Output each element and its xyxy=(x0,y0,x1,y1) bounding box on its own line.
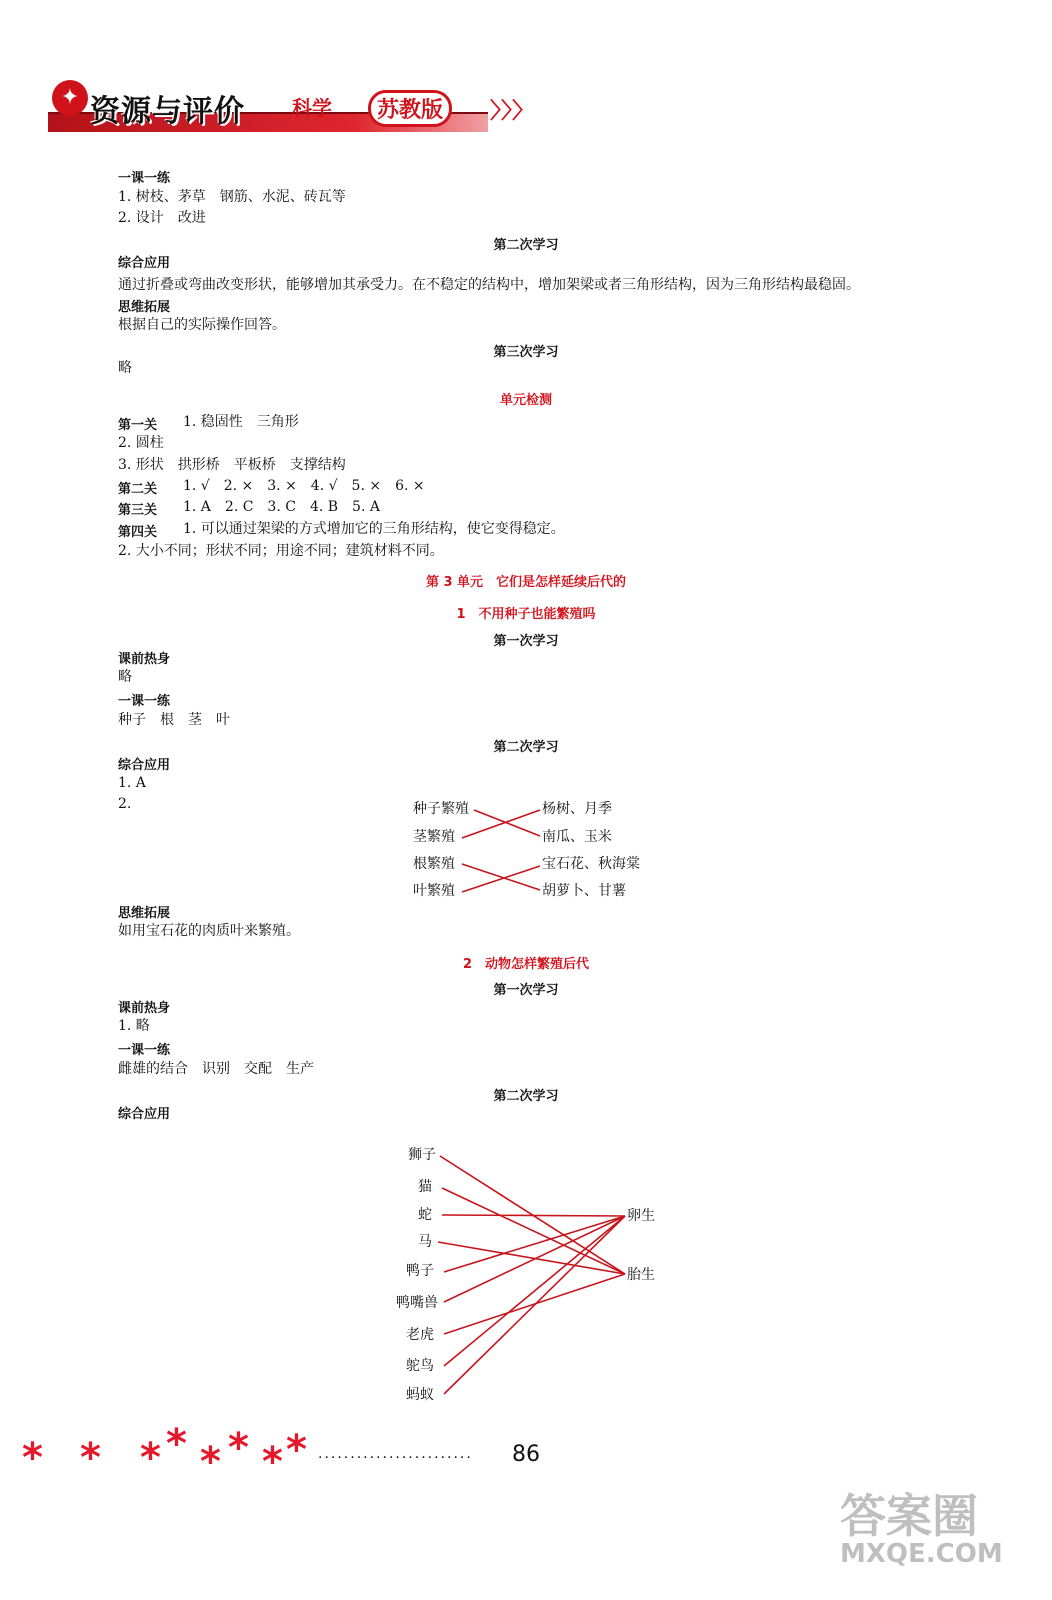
match2-left-item: 鸵鸟 xyxy=(406,1358,434,1374)
match2-left-item: 鸭嘴兽 xyxy=(396,1295,438,1311)
star-icon: * xyxy=(140,1435,161,1481)
match2-left-item: 马 xyxy=(418,1234,432,1250)
star-icon: * xyxy=(262,1439,283,1485)
subheading-first-study: 第一次学习 xyxy=(493,634,559,649)
match2-left-item: 鸭子 xyxy=(406,1263,434,1279)
star-icon: * xyxy=(228,1425,249,1471)
subheading-third-study: 第三次学习 xyxy=(493,345,559,360)
level-label: 第四关 xyxy=(118,525,158,540)
match2-left-item: 蛇 xyxy=(418,1207,432,1223)
answer-line: 2. 大小不同；形状不同；用途不同；建筑材料不同。 xyxy=(118,543,444,559)
unit3-title: 第 3 单元 它们是怎样延续后代的 xyxy=(425,575,627,590)
answer-line: 1. 略 xyxy=(118,1018,150,1034)
lesson1-title: 1 不用种子也能繁殖吗 xyxy=(456,607,596,622)
match-line xyxy=(462,810,540,838)
answer-line: 略 xyxy=(118,669,132,685)
match2-right-item: 胎生 xyxy=(627,1267,655,1283)
match2-right-item: 卵生 xyxy=(627,1208,655,1224)
match1-right-item: 胡萝卜、甘薯 xyxy=(542,883,626,899)
match2-left-item: 猫 xyxy=(418,1179,432,1195)
heading-warmup: 课前热身 xyxy=(118,652,171,667)
answer-line: 1. 稳固性 三角形 xyxy=(183,414,299,430)
unit-test-title: 单元检测 xyxy=(499,393,552,408)
page-dots: ........................ xyxy=(318,1446,473,1462)
match-line xyxy=(438,1242,625,1274)
match1-right-item: 杨树、月季 xyxy=(542,801,612,817)
match1-right-item: 宝石花、秋海棠 xyxy=(542,856,640,872)
match-line xyxy=(442,1215,625,1216)
match1-left-item: 叶繁殖 xyxy=(413,883,455,899)
book-edition: 苏教版 xyxy=(368,90,452,127)
answer-line: 1. 树枝、茅草 钢筋、水泥、砖瓦等 xyxy=(118,189,346,205)
answer-line: 根据自己的实际操作回答。 xyxy=(118,317,286,333)
answer-line: 1. A 2. C 3. C 4. B 5. A xyxy=(183,499,380,515)
answer-line: 1. 可以通过架梁的方式增加它的三角形结构，使它变得稳定。 xyxy=(183,521,565,537)
matching1-lines xyxy=(462,810,540,892)
answer-line: 2. 设计 改进 xyxy=(118,210,206,226)
heading-warmup: 课前热身 xyxy=(118,1001,171,1016)
star-icon: * xyxy=(166,1421,187,1467)
star-icon: * xyxy=(22,1435,43,1481)
match-line xyxy=(462,866,540,892)
answer-line: 3. 形状 拱形桥 平板桥 支撑结构 xyxy=(118,457,346,473)
heading-practice: 一课一练 xyxy=(118,694,171,709)
match-line xyxy=(444,1216,625,1366)
matching2-lines xyxy=(438,1156,625,1394)
match1-left-item: 种子繁殖 xyxy=(413,801,469,817)
level-label: 第一关 xyxy=(118,418,158,433)
answer-line: 2. xyxy=(118,796,132,812)
match2-left-item: 老虎 xyxy=(406,1327,434,1343)
heading-apply: 综合应用 xyxy=(118,256,171,271)
heading-extend: 思维拓展 xyxy=(118,906,171,921)
lesson2-title: 2 动物怎样繁殖后代 xyxy=(462,957,590,972)
subheading-second-study: 第二次学习 xyxy=(493,740,559,755)
page-number: 86 xyxy=(512,1442,540,1467)
level-label: 第三关 xyxy=(118,503,158,518)
star-icon: * xyxy=(286,1427,307,1473)
answer-line: 略 xyxy=(118,360,132,376)
book-title: 资源与评价 xyxy=(90,94,245,129)
match-line xyxy=(442,1188,625,1274)
answer-line: 通过折叠或弯曲改变形状，能够增加其承受力。在不稳定的结构中，增加架梁或者三角形结构，因为三角形结构最稳固。 xyxy=(118,277,860,293)
answer-line: 如用宝石花的肉质叶来繁殖。 xyxy=(118,923,300,939)
answer-line: 雌雄的结合 识别 交配 生产 xyxy=(118,1061,314,1077)
heading-apply: 综合应用 xyxy=(118,758,171,773)
chevrons-icon: 〉〉〉 xyxy=(490,99,535,124)
match-line xyxy=(462,864,540,890)
star-logo-icon: ✦ xyxy=(52,80,88,116)
decorative-stars xyxy=(18,1421,318,1485)
answer-line: 1. √ 2. × 3. × 4. √ 5. × 6. × xyxy=(183,478,425,494)
star-icon: * xyxy=(80,1435,101,1481)
subheading-second-study: 第二次学习 xyxy=(493,238,559,253)
heading-apply: 综合应用 xyxy=(118,1107,171,1122)
match1-left-item: 根繁殖 xyxy=(413,856,455,872)
watermark xyxy=(840,1489,1003,1569)
match2-left-item: 狮子 xyxy=(408,1147,436,1163)
match2-left-item: 蚂蚁 xyxy=(406,1387,434,1403)
subheading-second-study: 第二次学习 xyxy=(493,1089,559,1104)
watermark-line1: 答案圈 xyxy=(840,1489,978,1543)
match-line xyxy=(444,1216,625,1394)
answer-line: 2. 圆柱 xyxy=(118,435,164,451)
heading-practice: 一课一练 xyxy=(118,1043,171,1058)
heading-practice: 一课一练 xyxy=(118,171,171,186)
book-subject: 科学 xyxy=(292,96,332,120)
subheading-first-study: 第一次学习 xyxy=(493,983,559,998)
star-icon: * xyxy=(200,1439,221,1485)
level-label: 第二关 xyxy=(118,482,158,497)
match1-left-item: 茎繁殖 xyxy=(413,829,455,845)
answer-line: 1. A xyxy=(118,775,146,791)
match-line xyxy=(444,1216,625,1302)
heading-extend: 思维拓展 xyxy=(118,300,171,315)
match1-right-item: 南瓜、玉米 xyxy=(542,829,612,845)
answer-line: 种子 根 茎 叶 xyxy=(118,712,230,728)
match-line xyxy=(444,1216,625,1272)
watermark-line2: MXQE.COM xyxy=(840,1539,1003,1569)
